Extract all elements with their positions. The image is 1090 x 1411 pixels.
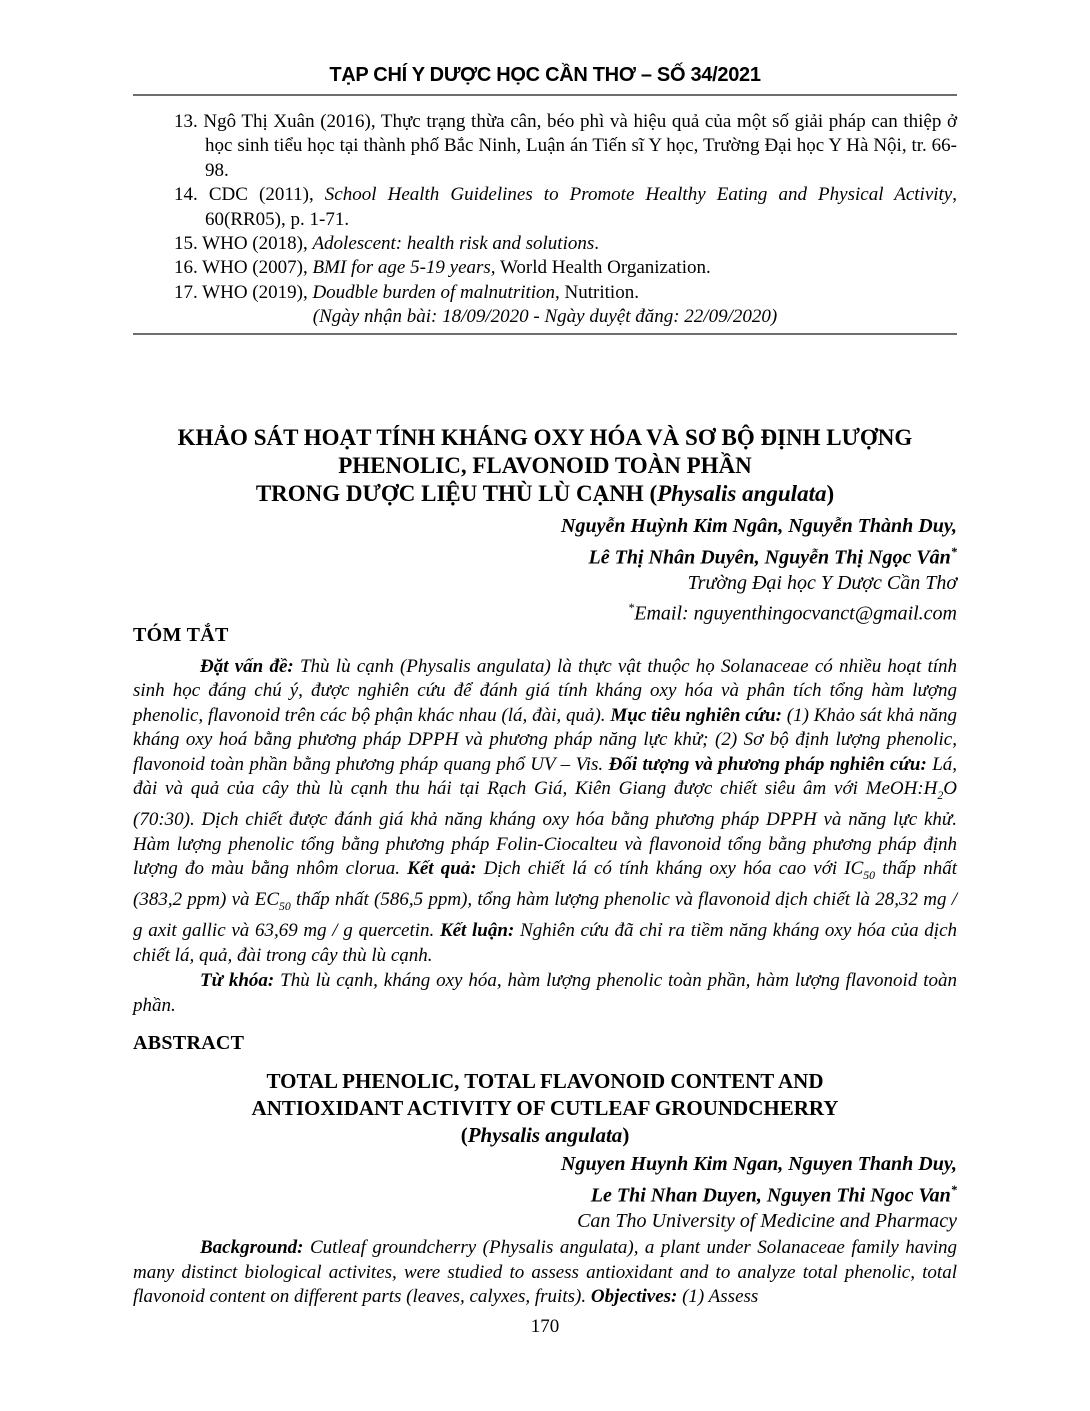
title-line-3-text: TRONG DƯỢC LIỆU THÙ LÙ CẠNH ( [255,481,658,506]
abstract-heading: ABSTRACT [133,1032,245,1054]
en-title-line-2: ANTIOXIDANT ACTIVITY OF CUTLEAF GROUNDCHERRY [251,1096,839,1120]
abstract-section [133,1030,957,1309]
corresponding-author-mark-en: * [950,1182,957,1197]
title-line-2: PHENOLIC, FLAVONOID TOÀN PHẦN [338,453,752,478]
author-line-2-vi [133,540,957,571]
affiliation-vi: Trường Đại học Y Dược Cần Thơ [687,571,957,594]
species-name-vi: Physalis angulata [657,481,827,506]
reference-item: 17. WHO (2019), Doudble burden of malnutrition, Nutrition. [174,281,639,303]
author-line-1-en: Nguyen Huynh Kim Ngan, Nguyen Thanh Duy, [561,1153,957,1175]
references-section [133,110,957,335]
reference-list [133,110,957,305]
authors-vi [133,514,957,571]
tom-tat-heading: TÓM TẮT [133,624,229,646]
author-line-2-en-text: Le Thi Nhan Duyen, Nguyen Thi Ngoc Van [590,1184,951,1207]
en-title-line-3 [133,1122,957,1149]
section-divider [133,333,957,335]
author-line-2-text: Lê Thị Nhân Duyên, Nguyễn Thị Ngọc Vân [588,546,951,569]
keywords-vi: Từ khóa: Thù lù cạnh, kháng oxy hóa, hàm lượng phenolic toàn phần, hàm lượng flavonoid toàn phần. [133,970,957,1016]
reference-item: 16. WHO (2007), BMI for age 5-19 years, World Health Organization. [174,257,711,279]
en-title-line-1: TOTAL PHENOLIC, TOTAL FLAVONOID CONTENT AND [266,1069,824,1093]
email-text: Email: nguyenthingocvanct@gmail.com [634,602,957,625]
title-line-3 [133,480,957,508]
article-title-en [133,1068,957,1149]
title-line-1: KHẢO SÁT HOẠT TÍNH KHÁNG OXY HÓA VÀ SƠ BỘ ĐỊNH LƯỢNG [177,425,913,450]
abstract-en-paragraph: Background: Cutleaf groundcherry (Physalis angulata), a plant under Solanaceae family having many distinct biological activites, were studied to assess antioxidant and to analyze total phenolic, total flavonoid content on different parts (leaves, calyxes, fruits). Objectives: (1) Assess [133,1237,958,1307]
author-line-2-en [133,1178,957,1209]
reference-item: 15. WHO (2018), Adolescent: health risk and solutions. [174,233,600,255]
author-line-1-vi: Nguyễn Huỳnh Kim Ngân, Nguyễn Thành Duy, [561,515,957,537]
header-divider [133,94,957,96]
en-title-open-paren: ( [460,1123,468,1147]
page-number: 170 [530,1316,560,1337]
reference-item: 13. Ngô Thị Xuân (2016), Thực trạng thừa cân, béo phì và hiệu quả của một số giải pháp can thiệp ở học sinh tiểu học tại thành phố Bắc Ninh, Luận án Tiến sĩ Y học, Trường Đại học Y Hà Nội, tr. 66-98. [174,111,958,181]
reference-number: 15. [174,233,203,255]
reference-item: 14. CDC (2011), School Health Guidelines to Promote Healthy Eating and Physical Activity, 60(RR05), p. 1-71. [174,184,957,230]
corresponding-author-mark: * [950,544,957,559]
journal-title: TẠP CHÍ Y DƯỢC HỌC CẦN THƠ – SỐ 34/2021 [329,64,761,86]
reference-number: 13. [174,111,204,132]
article-header-vi [133,424,957,627]
abstract-vi-paragraph: Đặt vấn đề: Thù lù cạnh (Physalis angulata) là thực vật thuộc họ Solanaceae có nhiều hoạt tính sinh học đáng chú ý, được nghiên cứu để đánh giá tính kháng oxy hóa và phân tích tổng hàm lượng phenolic, flavonoid trên các bộ phận khác nhau (lá, đài, quả). Mục tiêu nghiên cứu: (1) Khảo sát khả năng kháng oxy hoá bằng phương pháp DPPH và phương pháp năng lực khử; (2) Sơ bộ định lượng phenolic, flavonoid toàn phần bằng phương pháp quang phổ UV – Vis. Đối tượng và phương pháp nghiên cứu: Lá, đài và quả của cây thù lù cạnh thu hái tại Rạch Giá, Kiên Giang được chiết siêu âm với $MeOH:H_2O$ (70:30). Dịch chiết được đánh giá khả năng kháng oxy hóa bằng phương pháp DPPH và năng lực khử. Hàm lượng phenolic tổng bằng phương pháp Folin-Ciocalteu và flavonoid tổng bằng phương pháp định lượng đo màu bằng nhôm clorua. Kết quả: Dịch chiết lá có tính kháng oxy hóa cao với $IC_{50}$ thấp nhất (383,2 ppm) và $EC_{50}$ thấp nhất (586,5 ppm), tổng hàm lượng phenolic và flavonoid dịch chiết là 28,32 mg / g axit gallic và 63,69 mg / g quercetin. Kết luận: Nghiên cứu đã chỉ ra tiềm năng kháng oxy hóa của dịch chiết lá, quả, đài trong cây thù lù cạnh. [133,656,958,966]
email-asterisk: * [628,601,635,616]
reference-number: 16. [174,257,203,279]
article-title-vi [133,424,957,508]
en-title-close-paren: ) [622,1123,630,1147]
title-line-3-close: ) [826,481,835,506]
affiliation-en: Can Tho University of Medicine and Pharmacy [577,1209,957,1232]
submission-dates: (Ngày nhận bài: 18/09/2020 - Ngày duyệt đăng: 22/09/2020) [312,306,778,328]
reference-number: 17. [174,281,203,303]
species-name-en: Physalis angulata [467,1123,623,1147]
tom-tat-section [133,622,957,1018]
reference-number: 14. [174,184,209,206]
page-header [133,64,957,96]
authors-en [133,1152,957,1209]
